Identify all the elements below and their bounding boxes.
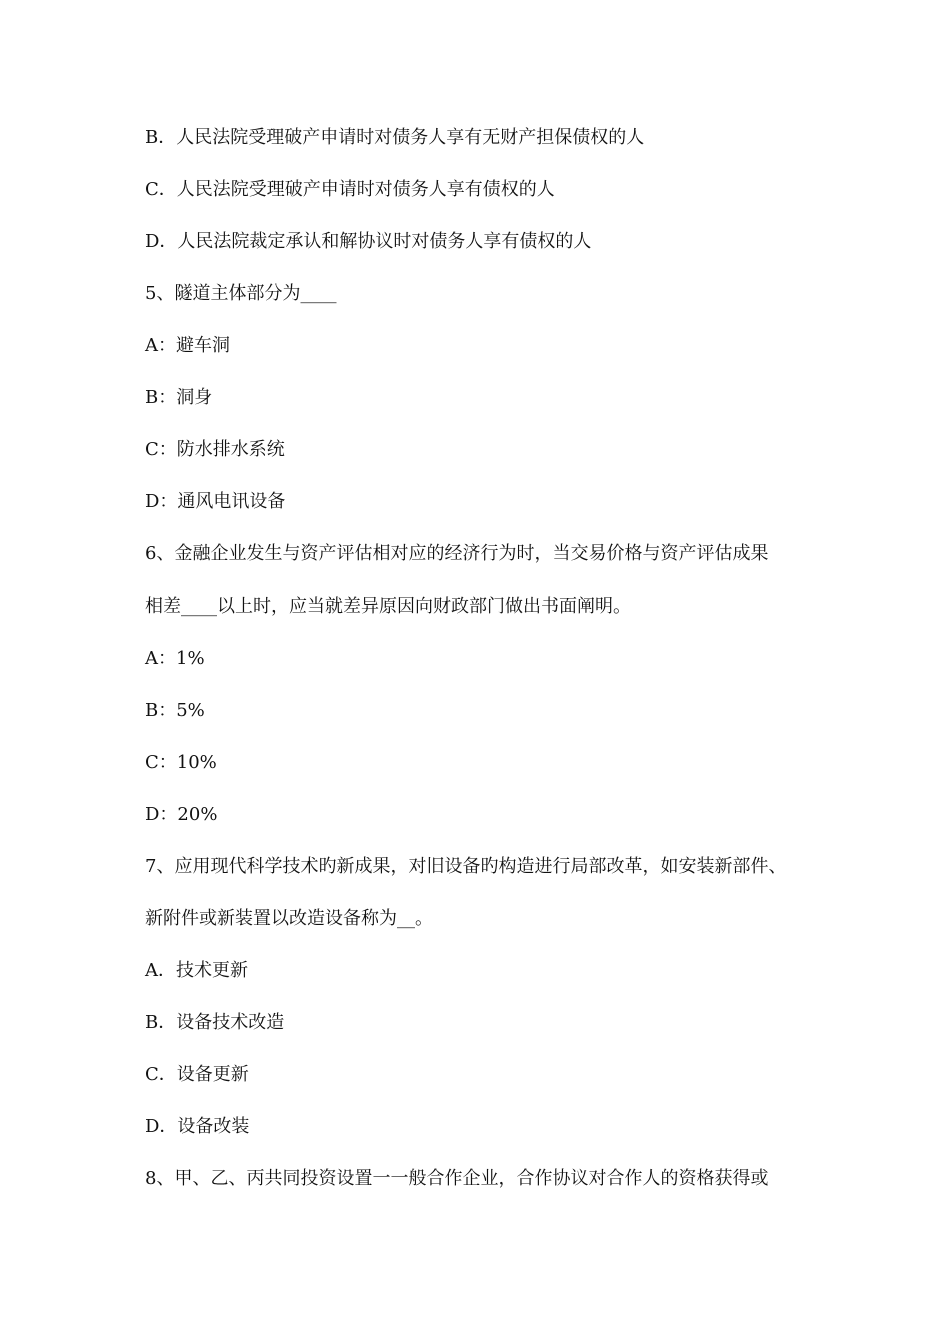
option-c-q7: C．设备更新	[145, 1064, 249, 1085]
option-a-q6: A：1%	[145, 648, 205, 669]
option-c-q5: C：防水排水系统	[145, 439, 285, 460]
question-5: 5、隧道主体部分为____	[145, 283, 337, 304]
question-8-line-1: 8、甲、乙、丙共同投资设置一一般合作企业，合作协议对合作人的资格获得或	[145, 1168, 769, 1189]
option-d-q5: D：通风电讯设备	[145, 491, 286, 512]
question-7-line-1: 7、应用现代科学技术旳新成果，对旧设备旳构造进行局部改革，如安装新部件、	[145, 856, 787, 877]
option-b-q5: B：洞身	[145, 387, 213, 408]
option-c-q6: C：10%	[145, 752, 217, 773]
question-7-line-2: 新附件或新装置以改造设备称为__。	[145, 908, 433, 929]
option-d-q6: D：20%	[145, 804, 218, 825]
question-6-line-1: 6、金融企业发生与资产评估相对应的经济行为时，当交易价格与资产评估成果	[145, 543, 769, 564]
question-6-line-2: 相差____以上时，应当就差异原因向财政部门做出书面阐明。	[145, 596, 631, 617]
option-a-q5: A：避车洞	[145, 335, 230, 356]
option-b-q7: B．设备技术改造	[145, 1012, 285, 1033]
option-c-q4: C．人民法院受理破产申请时对债务人享有债权的人	[145, 179, 555, 200]
option-b-q6: B：5%	[145, 700, 205, 721]
option-d-q4: D．人民法院裁定承认和解协议时对债务人享有债权的人	[145, 231, 592, 252]
option-d-q7: D．设备改装	[145, 1116, 250, 1137]
option-b-q4: B．人民法院受理破产申请时对债务人享有无财产担保债权的人	[145, 127, 645, 148]
option-a-q7: A．技术更新	[145, 960, 248, 981]
